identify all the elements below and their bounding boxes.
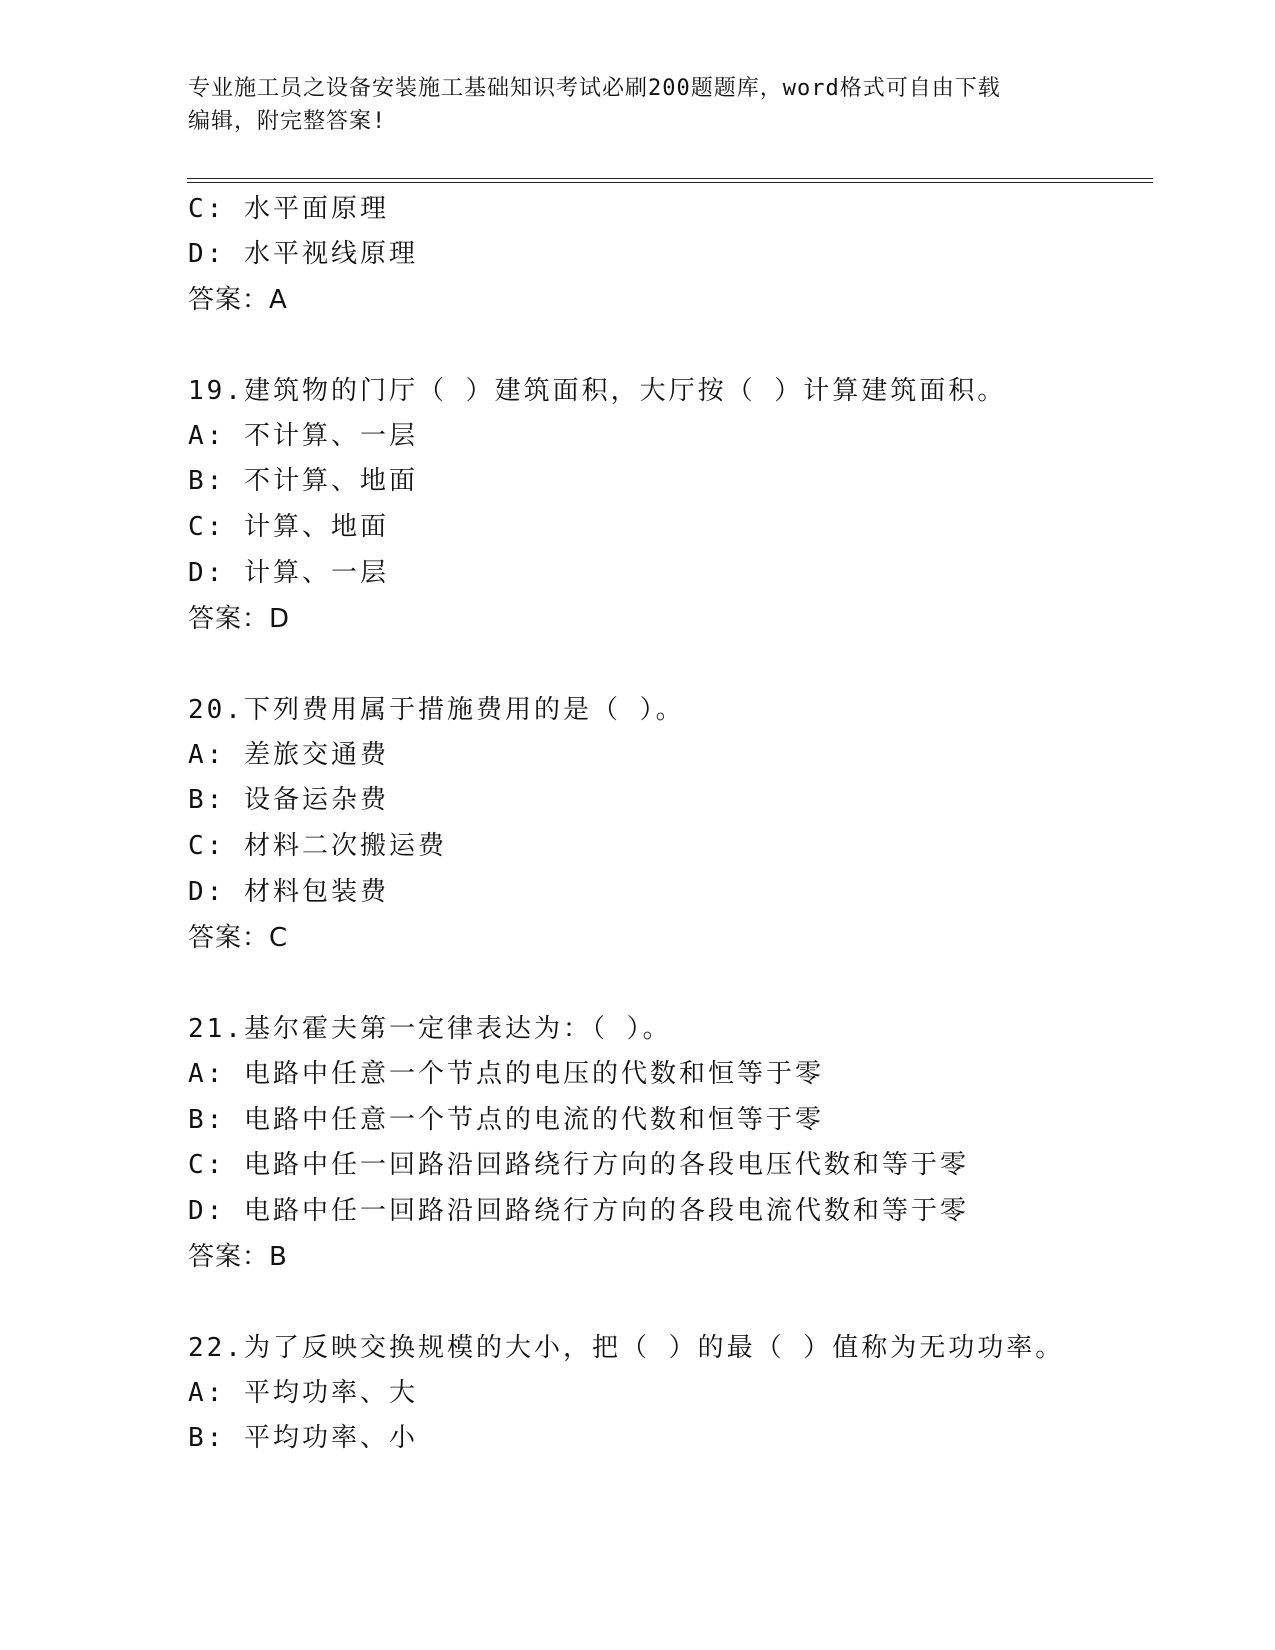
q18-option-d: D: 水平视线原理 <box>188 239 418 269</box>
q19-option-c: C: 计算、地面 <box>188 512 389 542</box>
q20-option-a: A: 差旅交通费 <box>188 740 389 770</box>
q20-option-c: C: 材料二次搬运费 <box>188 831 447 861</box>
q19-option-b: B: 不计算、地面 <box>188 466 418 496</box>
header-title-line-2: 编辑，附完整答案! <box>188 109 387 134</box>
q21-option-c: C: 电路中任一回路沿回路绕行方向的各段电压代数和等于零 <box>188 1150 969 1180</box>
document-header <box>188 72 1088 138</box>
q22-option-b: B: 平均功率、小 <box>188 1423 418 1453</box>
header-divider-top <box>187 178 1153 179</box>
q22-stem: 22.为了反映交换规模的大小，把（ ）的最（ ）值称为无功功率。 <box>188 1333 1065 1363</box>
q21-stem: 21.基尔霍夫第一定律表达为：（ ）。 <box>188 1014 672 1044</box>
q19-option-d: D: 计算、一层 <box>188 558 389 588</box>
q21-option-d: D: 电路中任一回路沿回路绕行方向的各段电流代数和等于零 <box>188 1196 969 1226</box>
q19-option-a: A: 不计算、一层 <box>188 421 418 451</box>
q18-answer: 答案：A <box>188 285 288 315</box>
q21-option-a: A: 电路中任意一个节点的电压的代数和恒等于零 <box>188 1059 824 1089</box>
q19-answer: 答案：D <box>188 604 291 634</box>
q20-stem: 20.下列费用属于措施费用的是（ ）。 <box>188 695 685 725</box>
q19-stem: 19.建筑物的门厅（ ）建筑面积，大厅按（ ）计算建筑面积。 <box>188 376 1007 406</box>
header-title-line-1: 专业施工员之设备安装施工基础知识考试必刷200题题库，word格式可自由下载 <box>188 76 1001 101</box>
q21-answer: 答案：B <box>188 1242 288 1272</box>
header-divider-bottom <box>187 182 1153 183</box>
q20-option-d: D: 材料包装费 <box>188 877 389 907</box>
q22-option-a: A: 平均功率、大 <box>188 1378 418 1408</box>
q21-option-b: B: 电路中任意一个节点的电流的代数和恒等于零 <box>188 1105 824 1135</box>
q20-option-b: B: 设备运杂费 <box>188 785 389 815</box>
q20-answer: 答案：C <box>188 923 289 953</box>
q18-option-c: C: 水平面原理 <box>188 194 389 224</box>
